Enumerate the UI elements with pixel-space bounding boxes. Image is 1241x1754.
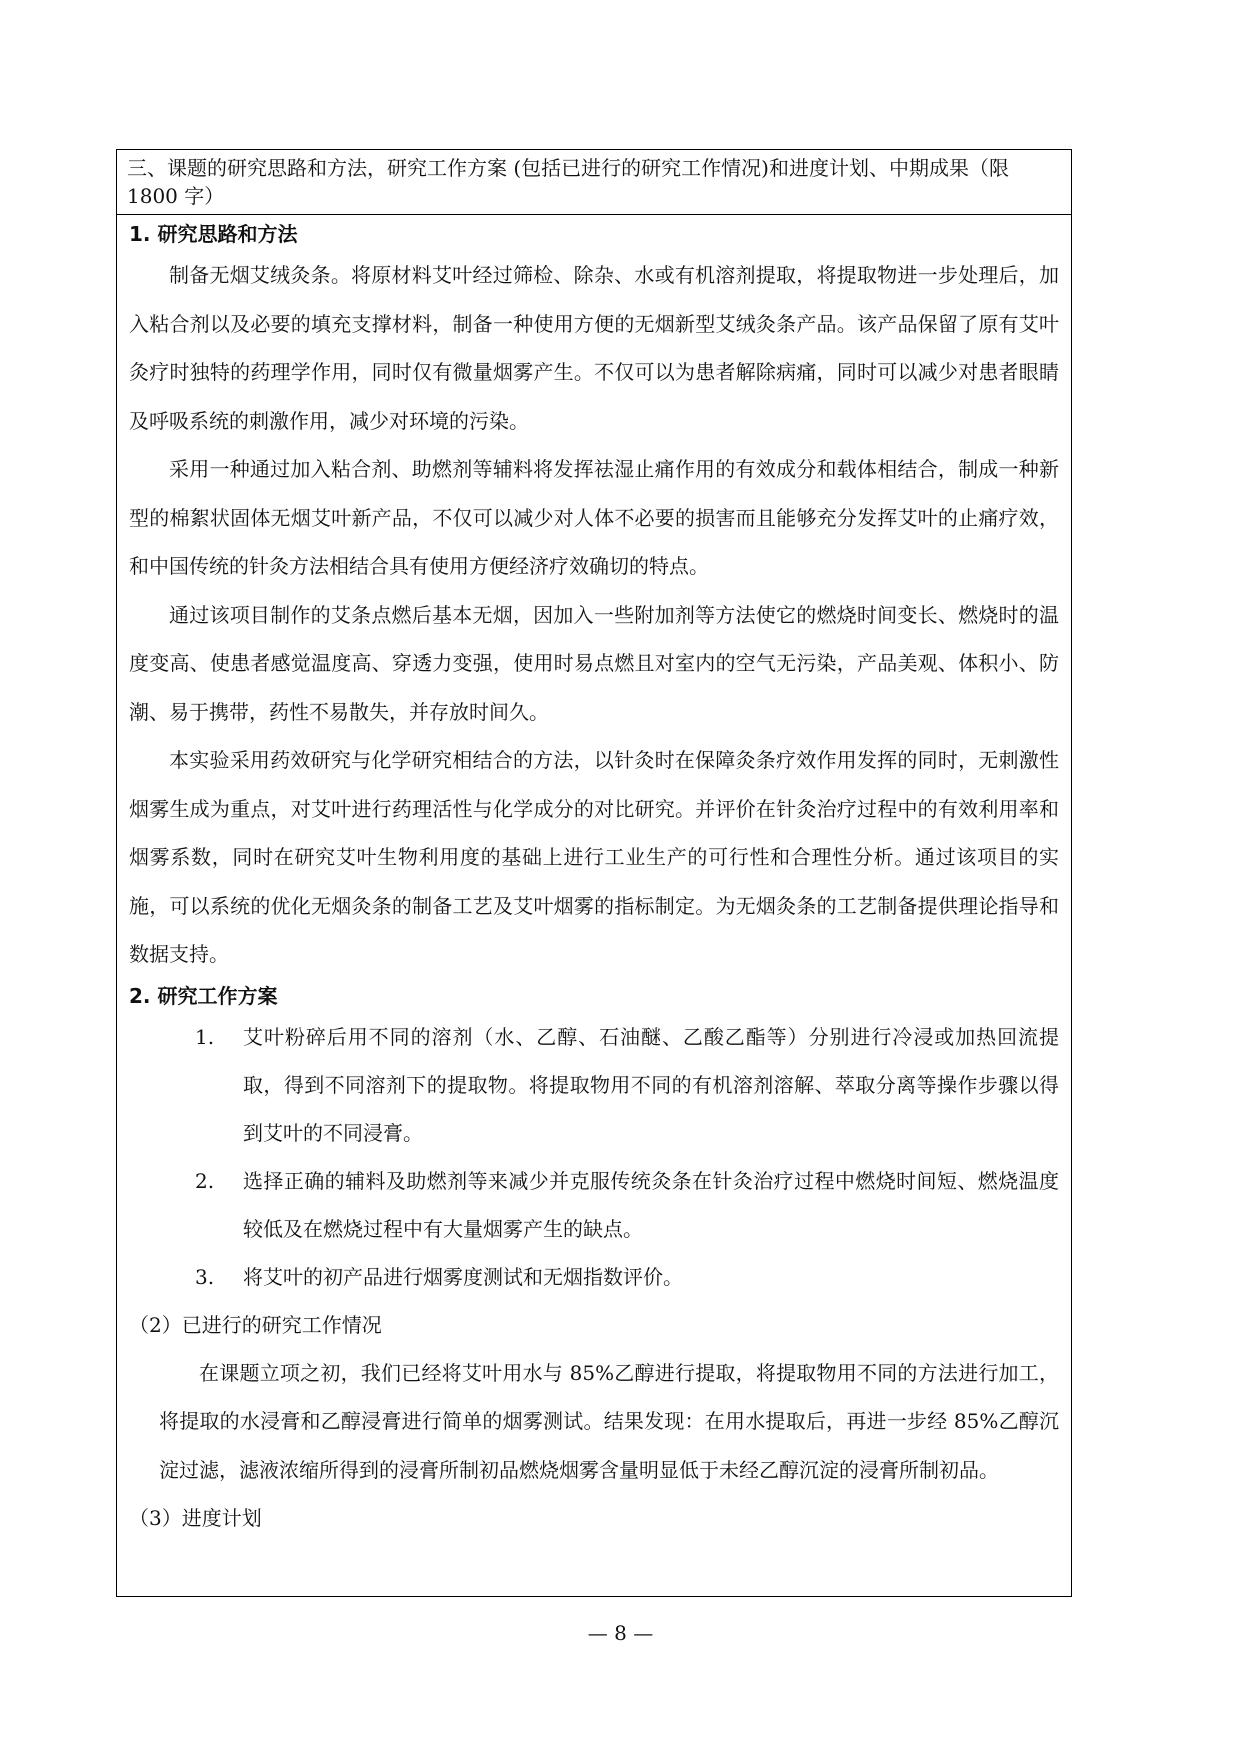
- list-item: [129, 1157, 1059, 1253]
- section-research-methods-title: 1. 研究思路和方法: [129, 222, 298, 246]
- section-work-plan-title: 2. 研究工作方案: [129, 983, 278, 1008]
- section-schedule-title: （3）进度计划: [129, 1506, 262, 1530]
- list-item-number: 3.: [195, 1264, 215, 1289]
- table-header-cell: 三、课题的研究思路和方法，研究工作方案 (包括已进行的研究工作情况)和进度计划、中期成果（限 1800 字）: [117, 150, 1071, 215]
- list-item-text: 艾叶粉碎后用不同的溶剂（水、乙醇、石油醚、乙酸乙酯等）分别进行冷浸或加热回流提取，得到不同溶剂下的提取物。将提取物用不同的有机溶剂溶解、萃取分离等操作步骤以得到艾叶的不同浸膏。: [243, 1024, 1059, 1145]
- page-number: — 8 —: [587, 1621, 654, 1645]
- form-table: [116, 149, 1072, 1597]
- table-content-cell: [117, 217, 1071, 1542]
- paragraph: 在课题立项之初，我们已经将艾叶用水与 85%乙醇进行提取，将提取物用不同的方法进行加工，将提取的水浸膏和乙醇浸膏进行简单的烟雾测试。结果发现：在用水提取后，再进一步经 85%乙醇沉淀过滤，滤液浓缩所得到的浸膏所制初品燃烧烟雾含量明显低于未经乙醇沉淀的浸膏所制初品。: [159, 1360, 1059, 1482]
- list-item-number: 1.: [195, 1024, 215, 1049]
- work-plan-list: [129, 1013, 1059, 1301]
- list-item-text: 将艾叶的初产品进行烟雾度测试和无烟指数评价。: [243, 1264, 683, 1289]
- paragraph: 通过该项目制作的艾条点燃后基本无烟，因加入一些附加剂等方法使它的燃烧时间变长、燃烧时的温度变高、使患者感觉温度高、穿透力变强，使用时易点燃且对室内的空气无污染，产品美观、体积小、防潮、易于携带，药性不易散失，并存放时间久。: [129, 602, 1059, 724]
- list-item: [129, 1253, 1059, 1301]
- paragraph: 采用一种通过加入粘合剂、助燃剂等辅料将发挥祛湿止痛作用的有效成分和载体相结合，制成一种新型的棉絮状固体无烟艾叶新产品，不仅可以减少对人体不必要的损害而且能够充分发挥艾叶的止痛疗效，和中国传统的针灸方法相结合具有使用方便经济疗效确切的特点。: [129, 457, 1059, 578]
- list-item-text: 选择正确的辅料及助燃剂等来减少并克服传统灸条在针灸治疗过程中燃烧时间短、燃烧温度较低及在燃烧过程中有大量烟雾产生的缺点。: [243, 1168, 1059, 1241]
- paragraph: 本实验采用药效研究与化学研究相结合的方法，以针灸时在保障灸条疗效作用发挥的同时，无刺激性烟雾生成为重点，对艾叶进行药理活性与化学成分的对比研究。并评价在针灸治疗过程中的有效利用率和烟雾系数，同时在研究艾叶生物利用度的基础上进行工业生产的可行性和合理性分析。通过该项目的实施，可以系统的优化无烟灸条的制备工艺及艾叶烟雾的指标制定。为无烟灸条的工艺制备提供理论指导和数据支持。: [129, 748, 1059, 966]
- list-item-number: 2.: [195, 1168, 215, 1193]
- section-completed-work-title: （2）已进行的研究工作情况: [129, 1312, 382, 1337]
- list-item: [129, 1013, 1059, 1157]
- paragraph: 制备无烟艾绒灸条。将原材料艾叶经过筛检、除杂、水或有机溶剂提取，将提取物进一步处理后，加入粘合剂以及必要的填充支撑材料，制备一种使用方便的无烟新型艾绒灸条产品。该产品保留了原有艾叶灸疗时独特的药理学作用，同时仅有微量烟雾产生。不仅可以为患者解除病痛，同时可以减少对患者眼睛及呼吸系统的刺激作用，减少对环境的污染。: [129, 263, 1059, 433]
